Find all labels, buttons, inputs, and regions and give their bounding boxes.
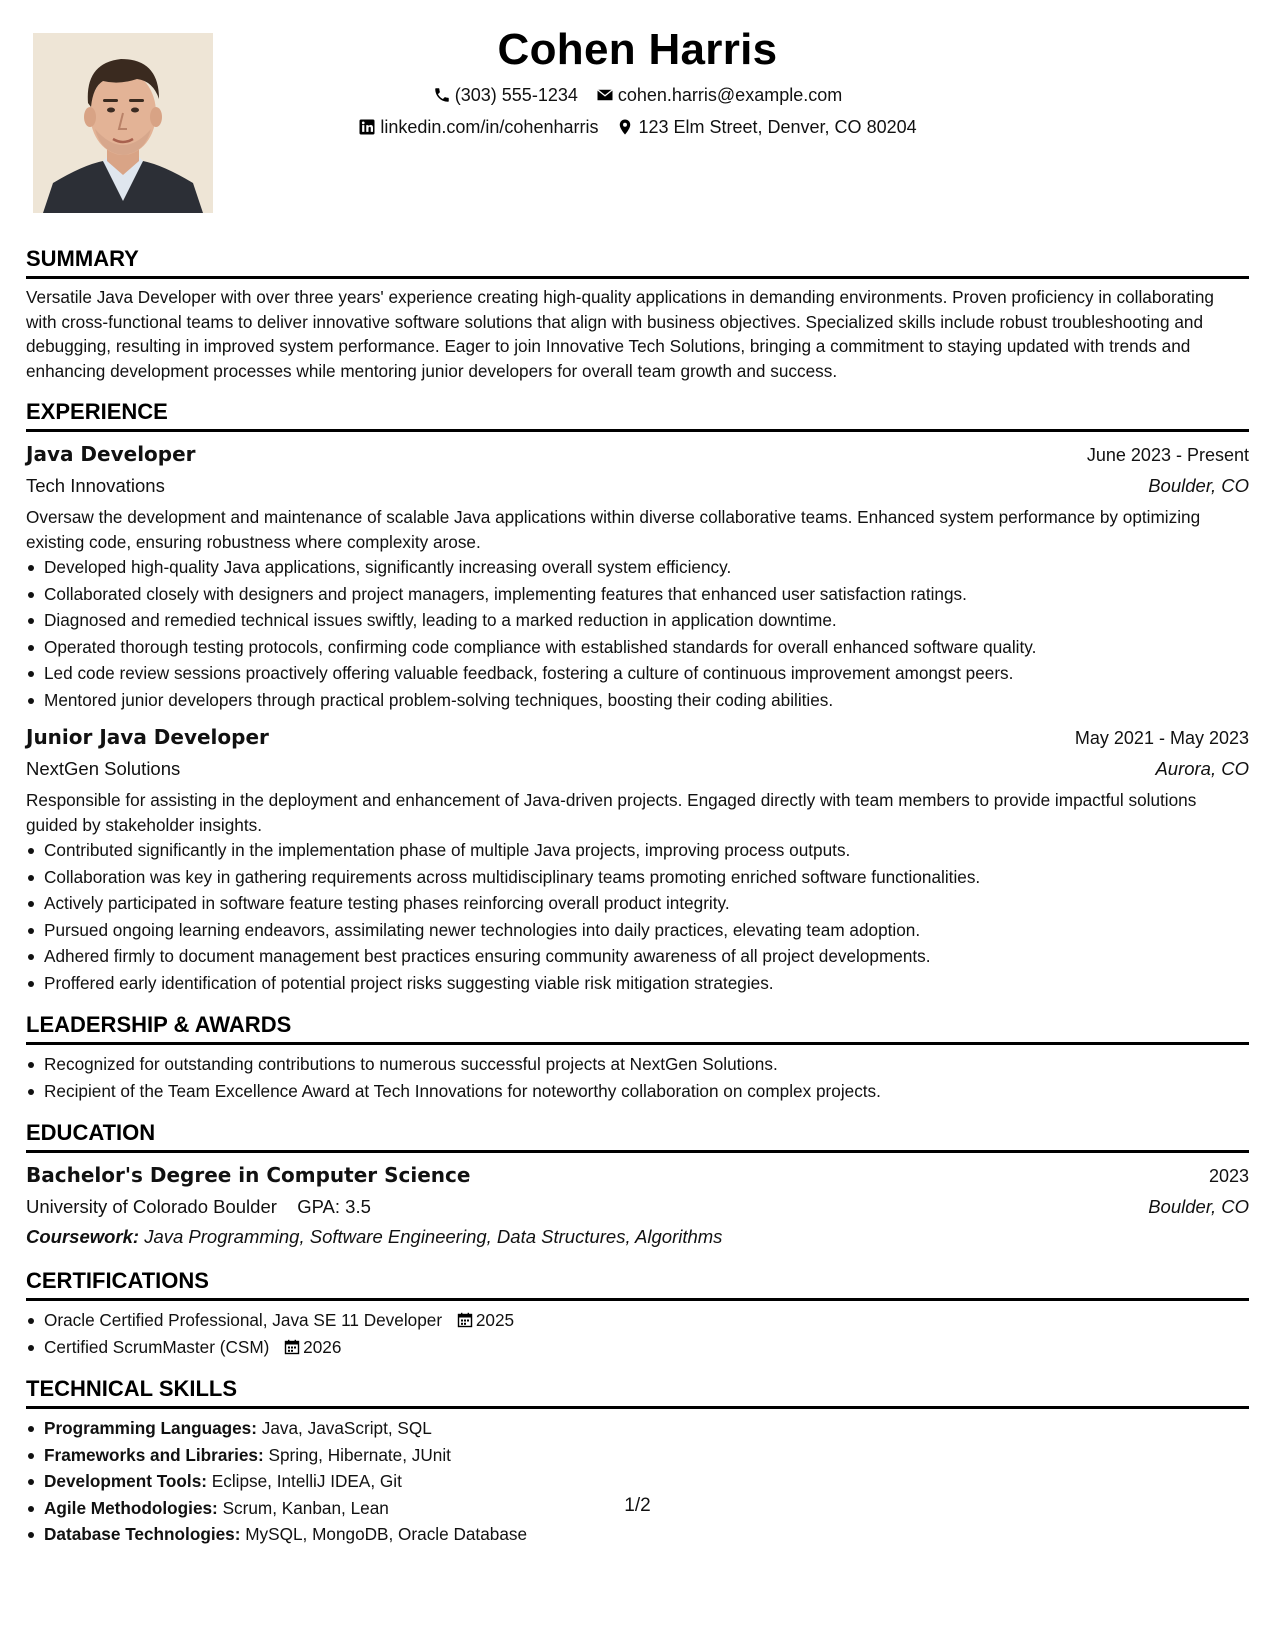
calendar-icon [284, 1339, 300, 1355]
section-title-experience: EXPERIENCE [26, 399, 168, 424]
list-item: Recipient of the Team Excellence Award at Tech Innovations for noteworthy collaboration on complex projects. [44, 1078, 1249, 1105]
job-description: Responsible for assisting in the deployment and enhancement of Java-driven projects. Engaged directly with team members to provide impactful solutions guided by stakeholder insights. [26, 790, 1197, 835]
list-item: Operated thorough testing protocols, confirming code compliance with established standards for overall enhanced software quality. [44, 634, 1249, 661]
email-address[interactable]: cohen.harris@example.com [617, 85, 843, 105]
profile-photo [33, 33, 213, 213]
job-dates: June 2023 - Present [1086, 445, 1249, 465]
list-item: Proffered early identification of potential project risks suggesting viable risk mitigation strategies. [44, 970, 1249, 997]
section-title-education: EDUCATION [26, 1120, 156, 1145]
job-title: Junior Java Developer [26, 725, 269, 749]
skill-values: Java, JavaScript, SQL [261, 1418, 432, 1438]
job-bullets [26, 554, 1249, 713]
skill-values: Scrum, Kanban, Lean [222, 1497, 389, 1518]
job-bullets [26, 837, 1249, 996]
certification-year: 2026 [303, 1336, 342, 1357]
section-divider [26, 1298, 1249, 1301]
job-entry [26, 721, 1249, 996]
resume-body [26, 244, 1249, 1548]
skill-category: Database Technologies: [44, 1524, 241, 1544]
summary-text: Versatile Java Developer with over three years' experience creating high-quality applications in demanding environments. Proven proficiency in collaborating with cross-functional teams to deliver innovative software solutions that align with business objectives. Specialized skills include robust troubleshooting and debugging, resulting in improved system performance. Eager to join Innovative Tech Solutions, bringing a commitment to staying updated with trends and enhancing development processes while mentoring junior developers for overall team growth and success. [26, 287, 1214, 381]
phone-number: (303) 555-1234 [454, 85, 578, 105]
certification-list [26, 1307, 1249, 1360]
list-item [44, 1468, 1249, 1495]
section-divider [26, 1042, 1249, 1045]
linkedin-contact[interactable] [358, 112, 598, 142]
job-title: Java Developer [26, 442, 196, 466]
street-address: 123 Elm Street, Denver, CO 80204 [638, 117, 917, 137]
envelope-icon [596, 86, 614, 104]
skill-values: MySQL, MongoDB, Oracle Database [245, 1524, 528, 1544]
section-title-certifications: CERTIFICATIONS [26, 1268, 209, 1293]
list-item: Diagnosed and remedied technical issues swiftly, leading to a marked reduction in application downtime. [44, 607, 1249, 634]
list-item: Developed high-quality Java applications, significantly increasing overall system efficiency. [44, 554, 1249, 581]
list-item [44, 1415, 1249, 1442]
calendar-icon [457, 1312, 473, 1328]
linkedin-url[interactable]: linkedin.com/in/cohenharris [380, 117, 599, 137]
graduation-year: 2023 [1208, 1166, 1249, 1186]
section-divider [26, 276, 1249, 279]
education-section [26, 1118, 1249, 1252]
list-item: Led code review sessions proactively offering valuable feedback, fostering a culture of continuous improvement amongst peers. [44, 660, 1249, 687]
skills-list [26, 1415, 1249, 1548]
company-name: NextGen Solutions [26, 758, 181, 779]
list-item: Actively participated in software feature testing phases reinforcing overall product integrity. [44, 890, 1249, 917]
section-divider [26, 1150, 1249, 1153]
summary-section [26, 244, 1249, 383]
degree-name: Bachelor's Degree in Computer Science [26, 1163, 471, 1187]
list-item: Collaboration was key in gathering requirements across multidisciplinary teams promoting enriched software functionalities. [44, 864, 1249, 891]
linkedin-icon [358, 118, 376, 136]
list-item: Pursued ongoing learning endeavors, assimilating newer technologies into daily practices, elevating team adoption. [44, 917, 1249, 944]
contact-row-2 [230, 112, 1045, 142]
skill-category: Frameworks and Libraries: [44, 1444, 264, 1465]
list-item: Collaborated closely with designers and project managers, implementing features that enhanced user satisfaction ratings. [44, 581, 1249, 608]
award-list [26, 1051, 1249, 1104]
resume-header [230, 22, 1045, 142]
phone-contact [433, 80, 578, 110]
school-name: University of Colorado Boulder [26, 1196, 277, 1217]
phone-icon [433, 86, 451, 104]
skill-values: Eclipse, IntelliJ IDEA, Git [211, 1471, 402, 1491]
list-item: Recognized for outstanding contributions to numerous successful projects at NextGen Solutions. [44, 1051, 1249, 1078]
contact-row-1 [230, 80, 1045, 110]
coursework-label: Coursework: [26, 1226, 140, 1247]
job-description: Oversaw the development and maintenance of scalable Java applications within diverse collaborative teams. Enhanced system performance by optimizing existing code, ensuring robustness where complexity arose. [26, 507, 1201, 552]
list-item: Adhered firmly to document management best practices ensuring community awareness of all project developments. [44, 943, 1249, 970]
job-dates: May 2021 - May 2023 [1074, 728, 1249, 748]
coursework [26, 1222, 1249, 1252]
leadership-section [26, 1010, 1249, 1104]
list-item: Mentored junior developers through practical problem-solving techniques, boosting their coding abilities. [44, 687, 1249, 714]
section-title-leadership: LEADERSHIP & AWARDS [26, 1012, 292, 1037]
section-divider [26, 429, 1249, 432]
certifications-section [26, 1266, 1249, 1360]
certification-year: 2025 [475, 1310, 515, 1330]
section-title-skills: TECHNICAL SKILLS [26, 1376, 238, 1401]
school-location: Boulder, CO [1148, 1196, 1249, 1217]
section-title-summary: SUMMARY [26, 246, 139, 271]
address-contact [616, 112, 916, 142]
gpa: GPA: 3.5 [297, 1196, 371, 1217]
skill-category: Agile Methodologies: [44, 1497, 218, 1518]
list-item [44, 1521, 1249, 1548]
coursework-list: Java Programming, Software Engineering, Data Structures, Algorithms [144, 1226, 723, 1247]
job-location: Aurora, CO [1155, 758, 1249, 779]
email-contact[interactable] [596, 80, 842, 110]
job-entry [26, 438, 1249, 713]
skill-category: Programming Languages: [44, 1418, 257, 1438]
candidate-name: Cohen Harris [497, 25, 778, 74]
page-number: 1/2 [624, 1495, 651, 1516]
list-item [44, 1334, 1249, 1361]
list-item: Contributed significantly in the implementation phase of multiple Java projects, improving process outputs. [44, 837, 1249, 864]
skill-category: Development Tools: [44, 1471, 207, 1491]
list-item [44, 1442, 1249, 1469]
map-pin-icon [616, 118, 634, 136]
skill-values: Spring, Hibernate, JUnit [268, 1444, 451, 1465]
experience-section [26, 397, 1249, 996]
certification-name: Oracle Certified Professional, Java SE 11 Developer [44, 1310, 443, 1330]
job-location: Boulder, CO [1148, 475, 1249, 496]
skills-section [26, 1374, 1249, 1548]
company-name: Tech Innovations [26, 475, 165, 496]
list-item [44, 1307, 1249, 1334]
section-divider [26, 1406, 1249, 1409]
certification-name: Certified ScrumMaster (CSM) [44, 1336, 270, 1357]
